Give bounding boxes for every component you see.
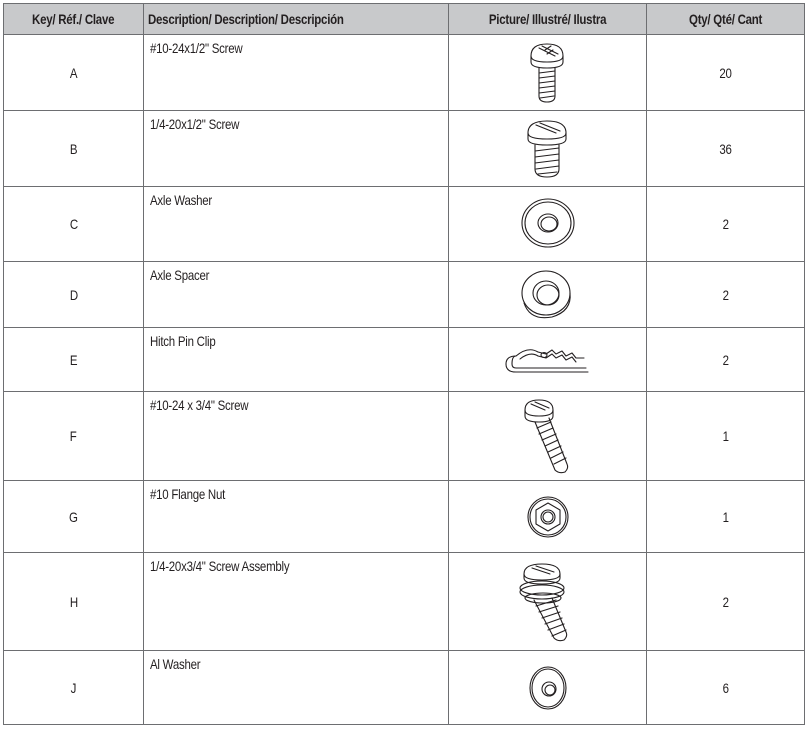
header-qty: Qty/ Qté/ Cant (647, 4, 805, 35)
row-key: D (4, 262, 144, 328)
row-qty: 1 (647, 392, 805, 481)
row-description: #10-24x1/2" Screw (144, 35, 449, 111)
header-description: Description/ Description/ Descripción (144, 4, 449, 35)
flat-washer-icon (449, 187, 647, 262)
row-description: Axle Spacer (144, 262, 449, 328)
row-description: Axle Washer (144, 187, 449, 262)
header-row (4, 4, 805, 35)
hitch-pin-clip-icon (449, 328, 647, 392)
row-key: F (4, 392, 144, 481)
pan-head-screw-wide-icon (449, 111, 647, 187)
row-description: #10-24 x 3/4" Screw (144, 392, 449, 481)
table-row (4, 35, 805, 111)
spacer-icon (449, 262, 647, 328)
row-description: 1/4-20x1/2" Screw (144, 111, 449, 187)
table-row (4, 111, 805, 187)
row-key: B (4, 111, 144, 187)
screw-assembly-icon (449, 553, 647, 651)
table-row (4, 187, 805, 262)
row-description: Hitch Pin Clip (144, 328, 449, 392)
pan-head-screw-long-icon (449, 392, 647, 481)
row-qty: 2 (647, 262, 805, 328)
parts-table (3, 3, 805, 725)
row-qty: 1 (647, 481, 805, 553)
row-qty: 20 (647, 35, 805, 111)
table-row (4, 262, 805, 328)
table-row (4, 553, 805, 651)
row-description: 1/4-20x3/4" Screw Assembly (144, 553, 449, 651)
row-key: C (4, 187, 144, 262)
row-qty: 36 (647, 111, 805, 187)
flange-nut-icon (449, 481, 647, 553)
row-key: J (4, 651, 144, 725)
small-washer-icon (449, 651, 647, 725)
row-key: A (4, 35, 144, 111)
row-description: #10 Flange Nut (144, 481, 449, 553)
row-qty: 6 (647, 651, 805, 725)
table-row (4, 392, 805, 481)
row-key: G (4, 481, 144, 553)
row-key: H (4, 553, 144, 651)
table-row (4, 481, 805, 553)
table-row (4, 651, 805, 725)
pan-head-screw-short-icon (449, 35, 647, 111)
row-qty: 2 (647, 187, 805, 262)
row-description: Al Washer (144, 651, 449, 725)
header-key: Key/ Réf./ Clave (4, 4, 144, 35)
row-key: E (4, 328, 144, 392)
row-qty: 2 (647, 328, 805, 392)
header-picture: Picture/ Illustré/ Ilustra (449, 4, 647, 35)
table-row (4, 328, 805, 392)
row-qty: 2 (647, 553, 805, 651)
